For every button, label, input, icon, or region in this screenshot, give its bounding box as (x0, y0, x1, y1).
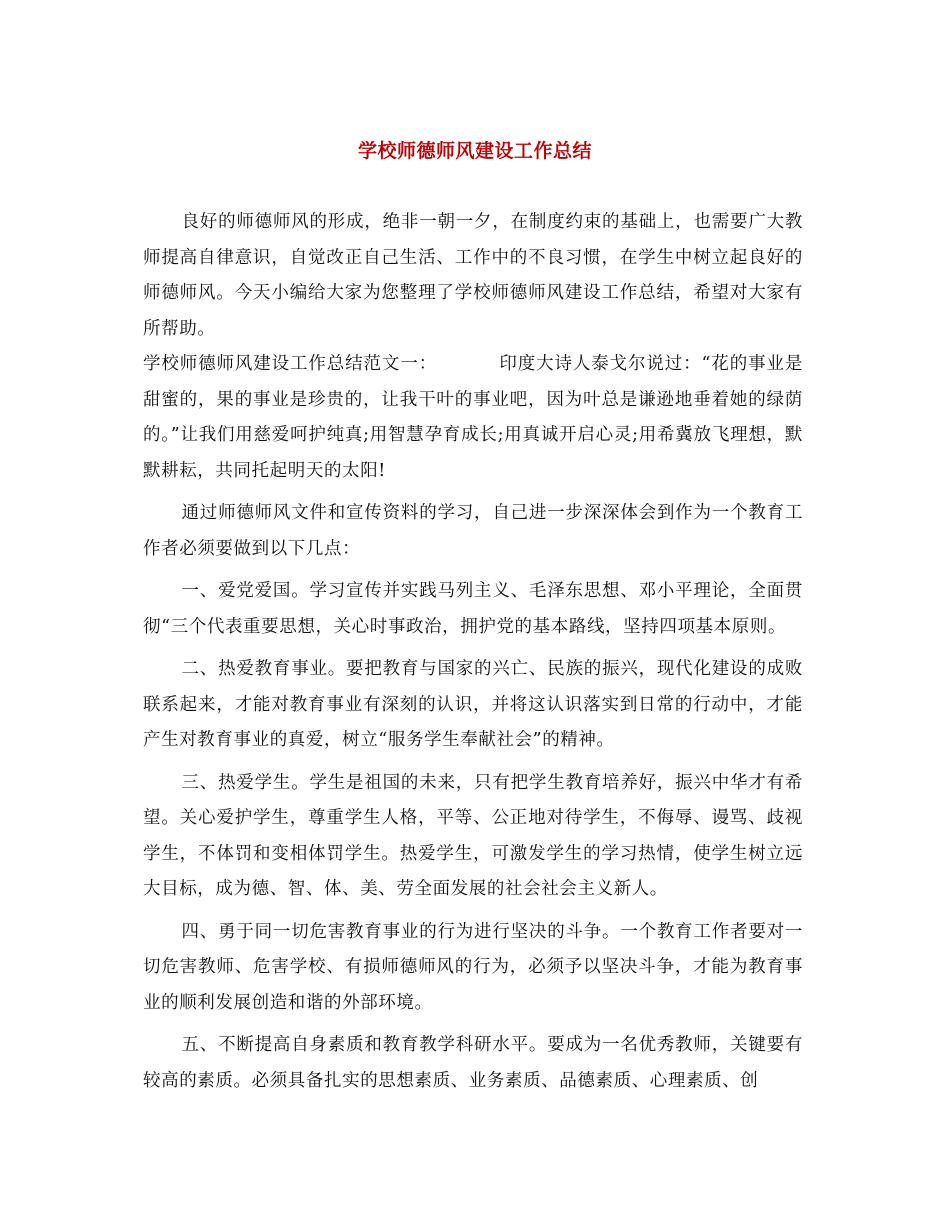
point-five-paragraph: 五、不断提高自身素质和教育教学科研水平。要成为一名优秀教师，关键要有较高的素质。必须具备扎实的思想素质、业务素质、品德素质、心理素质、创 (143, 1035, 803, 1091)
document-body (143, 205, 803, 1099)
sample-heading: 学校师德师风建设工作总结范文一： (143, 354, 438, 374)
page-title: 学校师德师风建设工作总结 (357, 140, 592, 162)
study-paragraph: 通过师德师风文件和宣传资料的学习，自己进一步深深体会到作为一个教育工作者必须要做到以下几点： (143, 503, 803, 559)
point-one-paragraph: 一、爱党爱国。学习宣传并实践马列主义、毛泽东思想、邓小平理论，全面贯彻“三个代表重要思想，关心时事政治，拥护党的基本路线，坚持四项基本原则。 (143, 581, 803, 637)
sample-body-text: 印度大诗人泰戈尔说过：“花的事业是甜蜜的，果的事业是珍贵的，让我干叶的事业吧，因为叶总是谦逊地垂着她的绿荫的。”让我们用慈爱呵护纯真;用智慧孕育成长;用真诚开启心灵;用希冀放飞理想，默默耕耘，共同托起明天的太阳! (143, 354, 803, 481)
point-three-paragraph: 三、热爱学生。学生是祖国的未来，只有把学生教育培养好，振兴中华才有希望。关心爱护学生，尊重学生人格，平等、公正地对待学生，不侮辱、谩骂、歧视学生，不体罚和变相体罚学生。热爱学生，可激发学生的学习热情，使学生树立远大目标，成为德、智、体、美、劳全面发展的社会社会主义新人。 (143, 772, 803, 899)
intro-paragraph: 良好的师德师风的形成，绝非一朝一夕，在制度约束的基础上，也需要广大教师提高自律意识，自觉改正自己生活、工作中的不良习惯，在学生中树立起良好的师德师风。今天小编给大家为您整理了学校师德师风建设工作总结，希望对大家有所帮助。 (143, 212, 803, 339)
sample-paragraph (143, 347, 803, 489)
point-two-paragraph: 二、热爱教育事业。要把教育与国家的兴亡、民族的振兴，现代化建设的成败联系起来，才能对教育事业有深刻的认识，并将这认识落实到日常的行动中，才能产生对教育事业的真爱，树立“服务学生奉献社会”的精神。 (143, 659, 803, 750)
point-four-paragraph: 四、勇于同一切危害教育事业的行为进行坚决的斗争。一个教育工作者要对一切危害教师、危害学校、有损师德师风的行为，必须予以坚决斗争，才能为教育事业的顺利发展创造和谐的外部环境。 (143, 921, 803, 1013)
